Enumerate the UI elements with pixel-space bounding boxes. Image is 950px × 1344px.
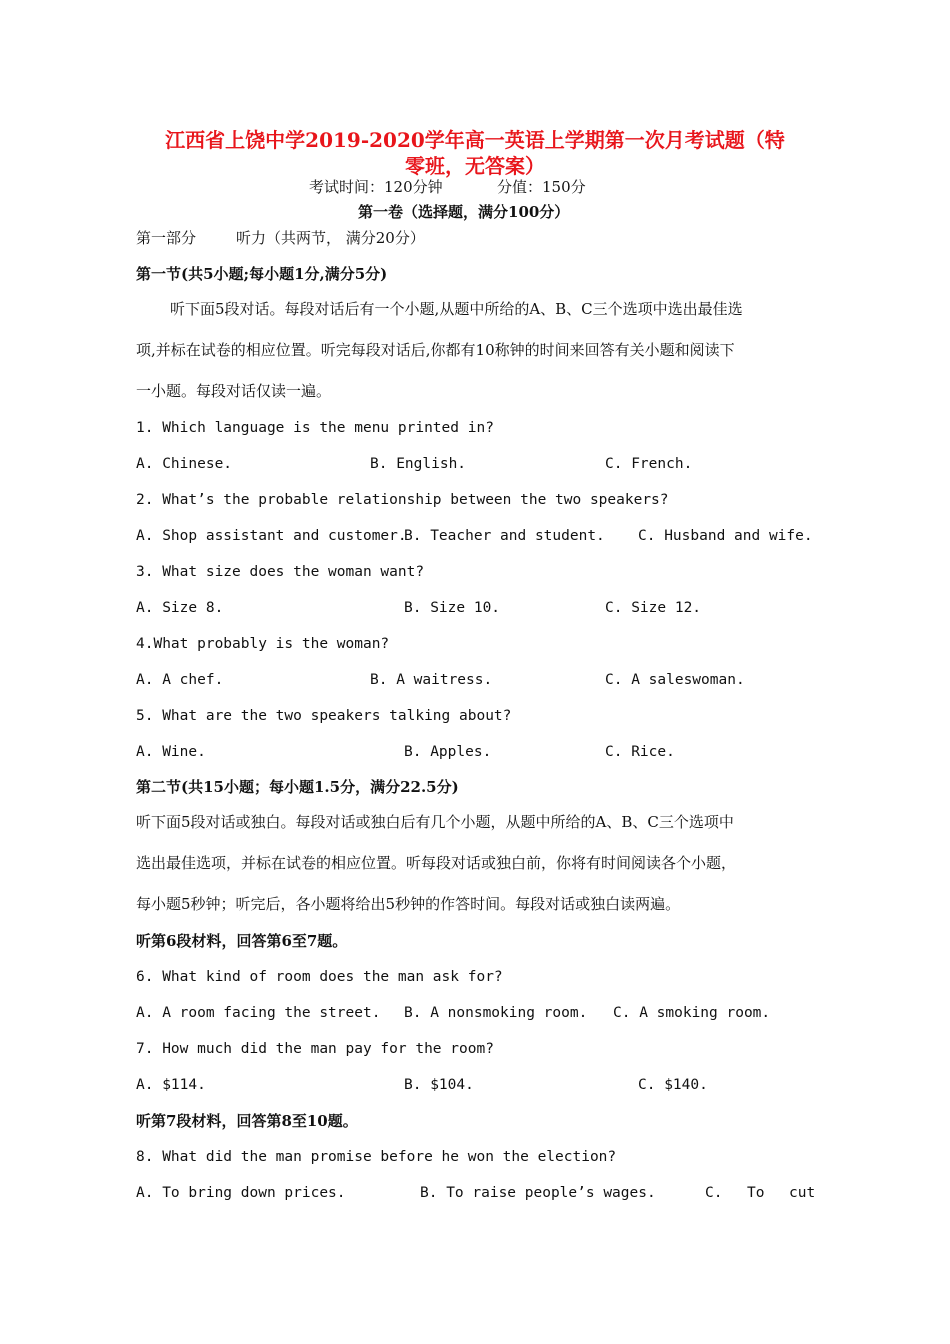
q8-option-c-word2: cut [789,1185,816,1201]
section2-instruction-3: 每小题5秒钟；听完后，各小题将给出5秒钟的作答时间。每段对话或独白读两遍。 [136,895,681,913]
question-5: 5. What are the two speakers talking about? [136,708,512,724]
section1-instruction-2: 项,并标在试卷的相应位置。听完每段对话后,你都有10称钟的时间来回答有关小题和阅读下 [136,341,735,359]
q8-option-a: A. To bring down prices. [136,1185,346,1201]
q1-option-c: C. French. [605,456,693,472]
q4-option-a: A. A chef. [136,672,224,688]
q8-option-b: B. To raise people’s wages. [420,1185,656,1201]
q2-option-c: C. Husband and wife. [638,528,813,544]
q2-option-b: B. Teacher and student. [404,528,605,544]
volume-heading: 第一卷（选择题，满分100分） [358,203,570,221]
q8-option-c-word1: To [747,1185,765,1201]
part1-label: 第一部分 [136,229,197,247]
exam-title-line2: 零班，无答案） [405,154,545,178]
q6-option-c: C. A smoking room. [613,1005,771,1021]
section1-heading: 第一节(共5小题;每小题1分,满分5分) [136,265,388,283]
question-4: 4.What probably is the woman? [136,636,390,652]
section2-instruction-1: 听下面5段对话或独白。每段对话或独白后有几个小题，从题中所给的A、B、C三个选项中 [136,813,734,831]
q2-option-a: A. Shop assistant and customer. [136,528,407,544]
exam-title-line1: 江西省上饶中学2019-2020学年高一英语上学期第一次月考试题（特 [165,128,785,152]
q4-option-b: B. A waitress. [370,672,493,688]
q5-option-a: A. Wine. [136,744,206,760]
question-1: 1. Which language is the menu printed in? [136,420,494,436]
question-8: 8. What did the man promise before he won the election? [136,1149,617,1165]
exam-score: 分值：150分 [497,178,586,196]
q3-option-a: A. Size 8. [136,600,224,616]
section1-instruction-3: 一小题。每段对话仅读一遍。 [136,382,332,400]
question-6: 6. What kind of room does the man ask for? [136,969,503,985]
group6-heading: 听第6段材料，回答第6至7题。 [136,932,348,950]
section2-heading: 第二节(共15小题；每小题1.5分，满分22.5分) [136,778,459,796]
exam-time: 考试时间：120分钟 [309,178,443,196]
q7-option-b: B. $104. [404,1077,474,1093]
q8-option-c-letter: C. [705,1185,723,1201]
question-3: 3. What size does the woman want? [136,564,425,580]
part1-desc: 听力（共两节， 满分20分） [236,229,425,247]
q3-option-b: B. Size 10. [404,600,501,616]
q7-option-a: A. $114. [136,1077,206,1093]
q1-option-b: B. English. [370,456,467,472]
q7-option-c: C. $140. [638,1077,708,1093]
q1-option-a: A. Chinese. [136,456,233,472]
question-2: 2. What’s the probable relationship between the two speakers? [136,492,669,508]
group7-heading: 听第7段材料，回答第8至10题。 [136,1112,358,1130]
q6-option-b: B. A nonsmoking room. [404,1005,588,1021]
q3-option-c: C. Size 12. [605,600,702,616]
section2-instruction-2: 选出最佳选项，并标在试卷的相应位置。听每段对话或独白前，你将有时间阅读各个小题， [136,854,737,872]
q5-option-c: C. Rice. [605,744,675,760]
q6-option-a: A. A room facing the street. [136,1005,381,1021]
section1-instruction-1: 听下面5段对话。每段对话后有一个小题,从题中所给的A、B、C三个选项中选出最佳选 [170,300,743,318]
question-7: 7. How much did the man pay for the room? [136,1041,494,1057]
q5-option-b: B. Apples. [404,744,492,760]
q4-option-c: C. A saleswoman. [605,672,745,688]
